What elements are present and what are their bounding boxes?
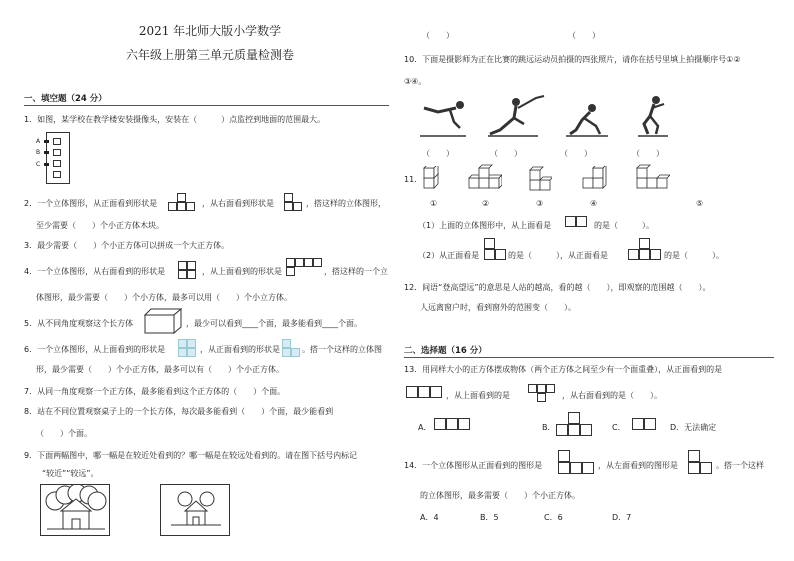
section-choice-title: 二、选择题（16 分） (404, 346, 487, 356)
question-5-part1: 5．从不同角度观察这个长方体 (24, 319, 134, 328)
q14-option-b[interactable]: B．5 (480, 513, 499, 522)
question-7: 7．从同一角度观察一个正方体，最多能看到这个正方体的（ ）个面。 (24, 387, 286, 396)
q13-option-d[interactable]: D．无法确定 (670, 423, 717, 432)
question-5-part2: ，最少可以看到____个面，最多能看到____个面。 (186, 319, 362, 328)
q13-option-a[interactable]: A． (418, 423, 432, 432)
q11-solid-3 (528, 162, 552, 192)
q11-sub2-part1: （2）从正面看是 (418, 251, 480, 260)
house-far-picture (160, 484, 230, 536)
jumper-photo-1 (420, 98, 470, 138)
exam-title-line2: 六年级上册第三单元质量检测卷 (125, 48, 294, 62)
question-8-part1: 8．站在不同位置观察桌子上的一个长方体，每次最多能看到（ ）个面，最少能看到 (24, 407, 334, 416)
question-12-part1: 12．间语“登高望远”的意思是人站的越高，看的越（ ），即观察的范围越（ ）。 (404, 283, 711, 292)
question-11-label: 11． (404, 175, 423, 184)
q10-blank-2: （ ） (490, 149, 522, 158)
q14-option-a[interactable]: A．4 (420, 513, 439, 522)
q13-option-c[interactable]: C． (612, 423, 626, 432)
question-13-part3: ，从右面看到的是（ ）。 (562, 391, 662, 400)
q11-sub1-part1: （1）上面的立体图形中，从上面看是 (418, 221, 552, 230)
question-14-part2: ，从左面看到的图形是 (598, 461, 678, 470)
question-9-part2: “较近”“较远”。 (42, 469, 99, 478)
q11-solid-5 (636, 164, 670, 190)
question-4-part2: ，从上面看到的形状是 (202, 267, 282, 276)
question-2-part2: ，从右面看到形状是 (202, 199, 274, 208)
question-8-part2: （ ）个面。 (36, 429, 92, 438)
q11-number-5: ⑤ (696, 199, 704, 208)
label-b: B (36, 149, 41, 156)
question-14-part1: 14．一个立体图形从正面看到的图形是 (404, 461, 543, 470)
q11-number-1: ① (430, 199, 438, 208)
q11-sub1-part2: 的是（ ）。 (594, 221, 654, 230)
q11-sub2-part2: 的是（ ），从正面看是 (508, 251, 608, 260)
label-a: A (36, 138, 41, 145)
jumper-photo-2 (488, 92, 546, 138)
question-3: 3．最少需要（ ）个小正方体可以拼成一个大正方体。 (24, 241, 230, 250)
q11-sub2-part3: 的是（ ）。 (664, 251, 724, 260)
question-2-part3: ，搭这样的立体图形， (306, 199, 386, 208)
q14-option-c[interactable]: C．6 (544, 513, 563, 522)
question-1: 1．如图，某学校在教学楼安装摄像头，安装在（ ）点监控到地面的范围最大。 (24, 115, 326, 124)
q10-blank-1: （ ） (422, 149, 454, 158)
top-blank-2: （ ） (568, 31, 600, 40)
question-6-part3: 。搭一个这样的立体图 (302, 345, 382, 354)
question-6-part1: 6．一个立体图形，从上面看到的形状是 (24, 345, 166, 354)
q10-blank-3: （ ） (560, 149, 592, 158)
q11-number-2: ② (482, 199, 490, 208)
question-14-part4: 的立体图形，最多需要（ ）个小正方体。 (420, 491, 580, 500)
question-13-part1: 13．用同样大小的正方体摆成物体（两个正方体之间至少有一个面重叠），从正面看到的是 (404, 365, 723, 374)
question-12-part2: 人远离窗户时，看到窗外的范围变（ ）。 (420, 303, 576, 312)
question-6-part4: 形，最少需要（ ）个小正方体，最多可以有（ ）个小正方体。 (36, 365, 284, 374)
q10-blank-4: （ ） (632, 149, 664, 158)
q11-solid-1 (422, 166, 446, 190)
question-4-part3: ，搭这样的一个立 (324, 267, 388, 276)
q14-option-d[interactable]: D．7 (612, 513, 632, 522)
question-6-part2: ，从正面看到的形状是 (200, 345, 280, 354)
house-near-picture (40, 484, 110, 536)
camera-building-figure (36, 132, 76, 184)
question-9-part1: 9．下面两幅图中，哪一幅是在较近处看到的？哪一幅是在较远处看到的。请在图下括号内标记 (24, 451, 358, 460)
section-divider (404, 357, 774, 358)
question-4-part4: 体图形，最少需要（ ）个小方体，最多可以用（ ）个小立方体。 (36, 293, 292, 302)
question-2-part1: 2．一个立体图形，从正面看到形状是 (24, 199, 158, 208)
section-fill-blank-title: 一、填空题（24 分） (24, 94, 107, 104)
label-c: C (36, 161, 41, 168)
question-14-part3: 。搭一个这样 (716, 461, 764, 470)
question-4-part1: 4．一个立体图形，从右面看到的形状是 (24, 267, 166, 276)
q11-solid-2 (468, 164, 502, 190)
top-blank-1: （ ） (422, 31, 454, 40)
q13-option-b[interactable]: B． (542, 423, 556, 432)
q11-number-3: ③ (536, 199, 544, 208)
cuboid-figure (144, 308, 182, 334)
question-10-part2: ③④。 (404, 77, 427, 86)
section-divider (24, 105, 389, 106)
q11-solid-4 (582, 166, 612, 190)
question-13-part2: ，从上面看到的是 (446, 391, 510, 400)
jumper-photo-4 (636, 94, 670, 138)
jumper-photo-3 (566, 100, 610, 138)
question-2-part4: 至少需要（ ）个小正方体木块。 (36, 221, 164, 230)
q11-number-4: ④ (590, 199, 598, 208)
exam-title-line1: 2021 年北师大版小学数学 (138, 24, 282, 38)
question-10-part1: 10．下面是摄影师为正在比赛的跳远运动员拍摄的四张照片，请你在括号里填上拍摄顺序号①② (404, 55, 741, 64)
